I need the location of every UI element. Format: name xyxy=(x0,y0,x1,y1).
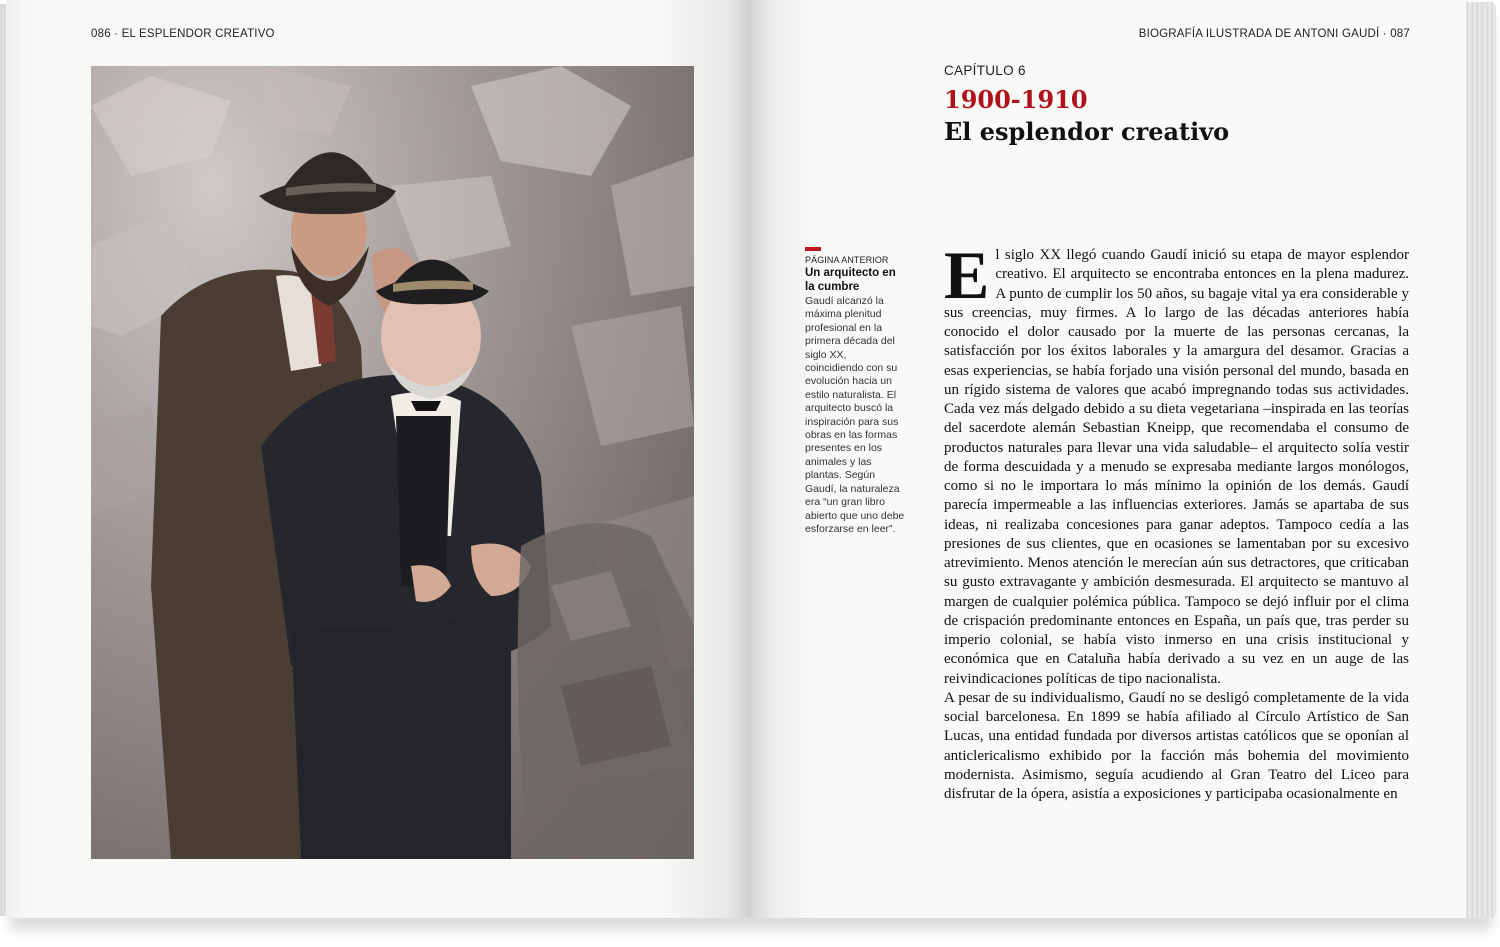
sidebar-accent-rule xyxy=(805,247,821,251)
sidebar-title: Un arquitecto en la cumbre xyxy=(805,267,896,293)
photo-two-men-on-rocks xyxy=(91,66,694,859)
right-page xyxy=(751,0,1468,918)
left-page xyxy=(6,0,751,918)
sidebar-note xyxy=(805,247,905,536)
left-running-head: 086 · EL ESPLENDOR CREATIVO xyxy=(91,28,275,40)
body-text xyxy=(944,237,1409,804)
right-page-edges xyxy=(1466,2,1496,918)
right-running-head: BIOGRAFÍA ILUSTRADA DE ANTONI GAUDÍ · 087 xyxy=(1138,28,1410,40)
sidebar-body: Gaudí alcanzó la máxima plenitud profesional en la primera década del siglo XX, coincidiendo con su evolución hacia un estilo naturalista. El arquitecto buscó la inspiración para sus obras en las formas presentes en los animales y las plantas. Según Gaudí, la naturaleza era “un gran libro abierto que uno debe esforzarse en leer”. xyxy=(805,295,905,535)
sidebar-kicker: PÁGINA ANTERIOR xyxy=(805,255,889,265)
paragraph-1 xyxy=(944,237,1409,689)
paragraph-1-text: l siglo XX llegó cuando Gaudí inició su etapa de mayor esplendor creativo. El arquitecto se encontraba entonces en la plena madurez. A punto de cumplir los 50 años, su bagaje vital ya era considerable y sus creencias, muy firmes. A lo largo de las décadas anteriores había conocido el dolor causado por la muerte de las personas cercanas, la satisfacción por los éxitos laborales y la amargura del desamor. Gracias a esas experiencias, se había forjado una visión personal del mundo, basada en un rígido sistema de valores que acabó impregnando todas sus actividades. Cada vez más delgado debido a su dieta vegetariana –inspirada en las teorías del sacerdote alemán Sebastian Kneipp, que recomendaba el consumo de productos naturales para llevar una vida saludable– el arquitecto solía vestir de forma descuidada y a menudo se expresaba mediante largos monólogos, como si no le importara lo más mínimo la opinión de los demás. Gaudí parecía impermeable a las influencias exteriores. Jamás se apartaba de sus ideas, ni realizaba concesiones para ganar adeptos. Tampoco cedía a las presiones de sus clientes, que en ocasiones se lamentaban por su excesivo atrevimiento. Menos atención le merecían aún sus detractores, que criticaban su gusto extravagante y ambición desmesurada. El arquitecto se mantuvo al margen de cualquier polémica pública. Tampoco se dejó influir por el clima de crispación predominante entonces en España, un país que, tras perder su imperio colonial, se había visto inmerso en una crisis institucional y económica que en Cataluña había derivado a su vez en un auge de las reivindicaciones políticas de tipo nacionalista. xyxy=(944,247,1409,687)
chapter-years: 1900-1910 xyxy=(944,85,1088,114)
drop-cap: E xyxy=(944,237,990,313)
chapter-label: CAPÍTULO 6 xyxy=(944,63,1026,78)
paragraph-2: A pesar de su individualismo, Gaudí no se desligó completamente de la vida social barcelonesa. En 1899 se había afiliado al Círculo Artístico de San Lucas, una entidad fundada por diversos artistas católicos que se oponían al anticlericalismo exhibido por la facción más bohemia del movimiento modernista. Asimismo, seguía acudiendo al Gran Teatro del Liceo para disfrutar de la ópera, asistía a exposiciones y participaba ocasionalmente en xyxy=(944,689,1409,802)
photo-illustration xyxy=(91,66,694,859)
chapter-title: El esplendor creativo xyxy=(944,117,1230,146)
